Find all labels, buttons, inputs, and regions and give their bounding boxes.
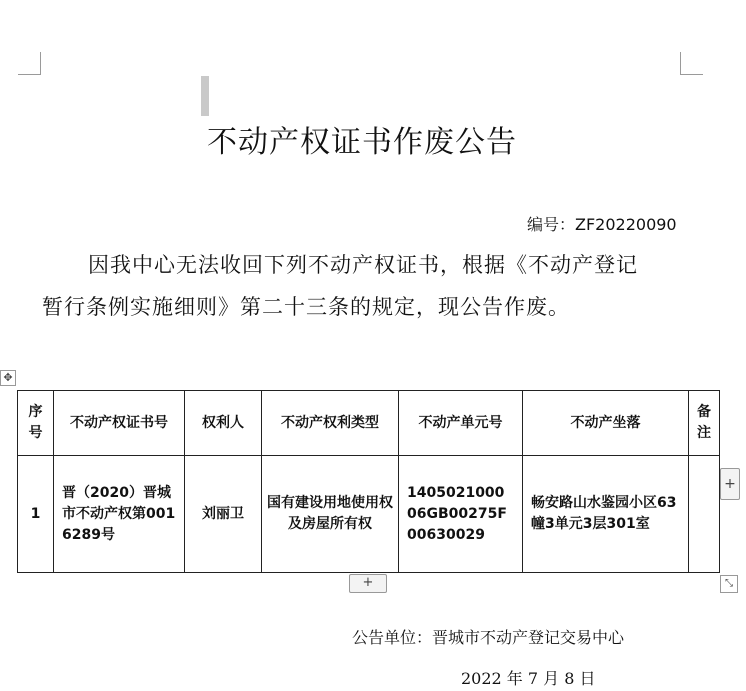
body-line-2: 暂行条例实施细则》第二十三条的规定，现公告作废。	[42, 295, 570, 319]
issue-date: 2022 年 7 月 8 日	[461, 669, 596, 688]
table-row	[18, 456, 720, 573]
add-row-button[interactable]: +	[349, 574, 387, 593]
cell-cert-no[interactable]: 晋（2020）晋城市不动产权第0016289号	[54, 456, 185, 573]
cell-seq[interactable]: 1	[18, 456, 54, 573]
cell-unit-no[interactable]: 140502100006GB00275F00630029	[399, 456, 523, 573]
header-unit-no: 不动产单元号	[399, 391, 523, 456]
issuer-line: 公告单位：晋城市不动产登记交易中心	[352, 628, 625, 647]
header-location: 不动产坐落	[523, 391, 689, 456]
table-header-row	[18, 391, 720, 456]
cell-holder[interactable]: 刘丽卫	[185, 456, 262, 573]
header-cert-no: 不动产权证书号	[54, 391, 185, 456]
header-right-type: 不动产权利类型	[262, 391, 399, 456]
cell-remark[interactable]	[689, 456, 720, 573]
certificate-table	[17, 390, 720, 573]
page-corner-mark-top-right	[680, 52, 703, 75]
cell-location[interactable]: 畅安路山水鉴园小区63幢3单元3层301室	[523, 456, 689, 573]
table-resize-handle-icon[interactable]: ⤡	[720, 575, 738, 593]
body-paragraph	[42, 244, 702, 328]
document-title: 不动产权证书作废公告	[207, 125, 517, 160]
document-number: 编号：ZF20220090	[527, 215, 677, 234]
header-seq: 序号	[18, 391, 54, 456]
text-cursor	[201, 76, 209, 116]
add-column-button[interactable]: +	[720, 468, 740, 500]
header-remark: 备注	[689, 391, 720, 456]
table-move-handle-icon[interactable]: ✥	[0, 370, 16, 386]
body-line-1: 因我中心无法收回下列不动产权证书，根据《不动产登记	[88, 253, 638, 277]
page-corner-mark-top-left	[18, 52, 41, 75]
header-holder: 权利人	[185, 391, 262, 456]
cell-right-type[interactable]: 国有建设用地使用权及房屋所有权	[262, 456, 399, 573]
